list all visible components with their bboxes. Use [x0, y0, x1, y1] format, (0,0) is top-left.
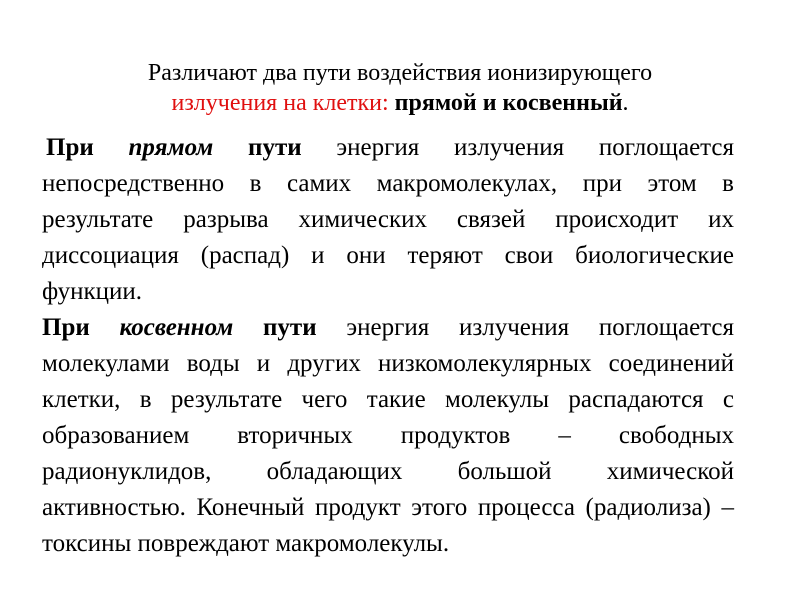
intro-bold-text: прямой и косвенный: [394, 90, 623, 116]
indirect-path-paragraph: [42, 310, 734, 562]
intro-end: .: [622, 90, 629, 116]
direct-term: прямом: [128, 134, 214, 161]
intro-heading: [60, 58, 740, 118]
direct-pre: При: [46, 134, 129, 161]
indirect-term: косвенном: [119, 314, 234, 341]
direct-path-paragraph: [42, 130, 734, 310]
intro-line-1: Различают два пути воздействия ионизирующего: [147, 60, 653, 86]
indirect-post: пути: [233, 314, 317, 341]
indirect-text: энергия излучения поглощается молекулами воды и других низкомолекулярных соединений клетки, в результате чего такие молекулы распадаются с образованием вторичных продуктов – свободных радионуклидов, обладающих большой химической активностью. Конечный продукт этого процесса (радиолиза) – токсины повреждают макромолекулы.: [42, 314, 734, 557]
direct-text: энергия излучения поглощается непосредственно в самих макромолекулах, при этом в результате разрыва химических связей происходит их диссоциация (распад) и они теряют свои биологические функции.: [42, 134, 734, 305]
direct-post: пути: [213, 134, 302, 161]
intro-red-text: излучения на клетки:: [171, 90, 395, 116]
indirect-pre: При: [42, 314, 120, 341]
